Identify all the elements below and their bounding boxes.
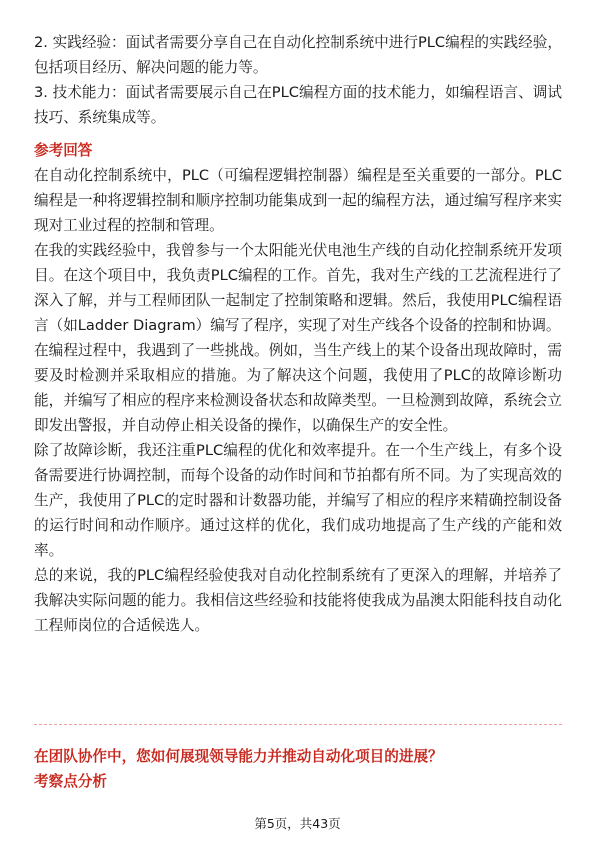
question-title: 在团队协作中，您如何展现领导能力并推动自动化项目的进展？ (34, 748, 443, 765)
analysis-subheading: 考察点分析 (34, 773, 107, 790)
section-divider (34, 724, 562, 725)
spacer (34, 130, 562, 138)
answer-paragraph: 除了故障诊断，我还注重PLC编程的优化和效率提升。在一个生产线上，有多个设备需要进行协调控制，而每个设备的动作时间和节拍都有所不同。为了实现高效的生产，我使用了PLC的定时器和计数器功能，并编写了相应的程序来精确控制设备的运行时间和动作顺序。通过这样的优化，我们成功地提高了生产线的产能和效率。 (34, 442, 562, 559)
criterion-item: 3. 技术能力：面试者需要展示自己在PLC编程方面的技术能力，如编程语言、调试技巧、系统集成等。 (34, 84, 562, 126)
answer-heading: 参考回答 (34, 142, 93, 159)
answer-paragraph: 在自动化控制系统中，PLC（可编程逻辑控制器）编程是至关重要的一部分。PLC编程是一种将逻辑控制和顺序控制功能集成到一起的编程方法，通过编写程序来实现对工业过程的控制和管理。 (34, 167, 562, 234)
page-number: 第5页，共43页 (254, 816, 341, 831)
answer-paragraph: 在我的实践经验中，我曾参与一个太阳能光伏电池生产线的自动化控制系统开发项目。在这个项目中，我负责PLC编程的工作。首先，我对生产线的工艺流程进行了深入了解，并与工程师团队一起制定了控制策略和逻辑。然后，我使用PLC编程语言（如Ladder Diagram）编写了程序，实现了对生产线各个设备的控制和协调。 (34, 242, 562, 334)
answer-paragraph: 总的来说，我的PLC编程经验使我对自动化控制系统有了更深入的理解，并培养了我解决实际问题的能力。我相信这些经验和技能将使我成为晶澳太阳能科技自动化工程师岗位的合适候选人。 (34, 567, 562, 634)
next-question-block (34, 744, 562, 794)
answer-paragraph: 在编程过程中，我遇到了一些挑战。例如，当生产线上的某个设备出现故障时，需要及时检测并采取相应的措施。为了解决这个问题，我使用了PLC的故障诊断功能，并编写了相应的程序来检测设备状态和故障类型。一旦检测到故障，系统会立即发出警报，并自动停止相关设备的操作，以确保生产的安全性。 (34, 342, 562, 434)
main-content (34, 30, 562, 638)
criterion-item: 2. 实践经验：面试者需要分享自己在自动化控制系统中进行PLC编程的实践经验，包括项目经历、解决问题的能力等。 (34, 34, 562, 76)
